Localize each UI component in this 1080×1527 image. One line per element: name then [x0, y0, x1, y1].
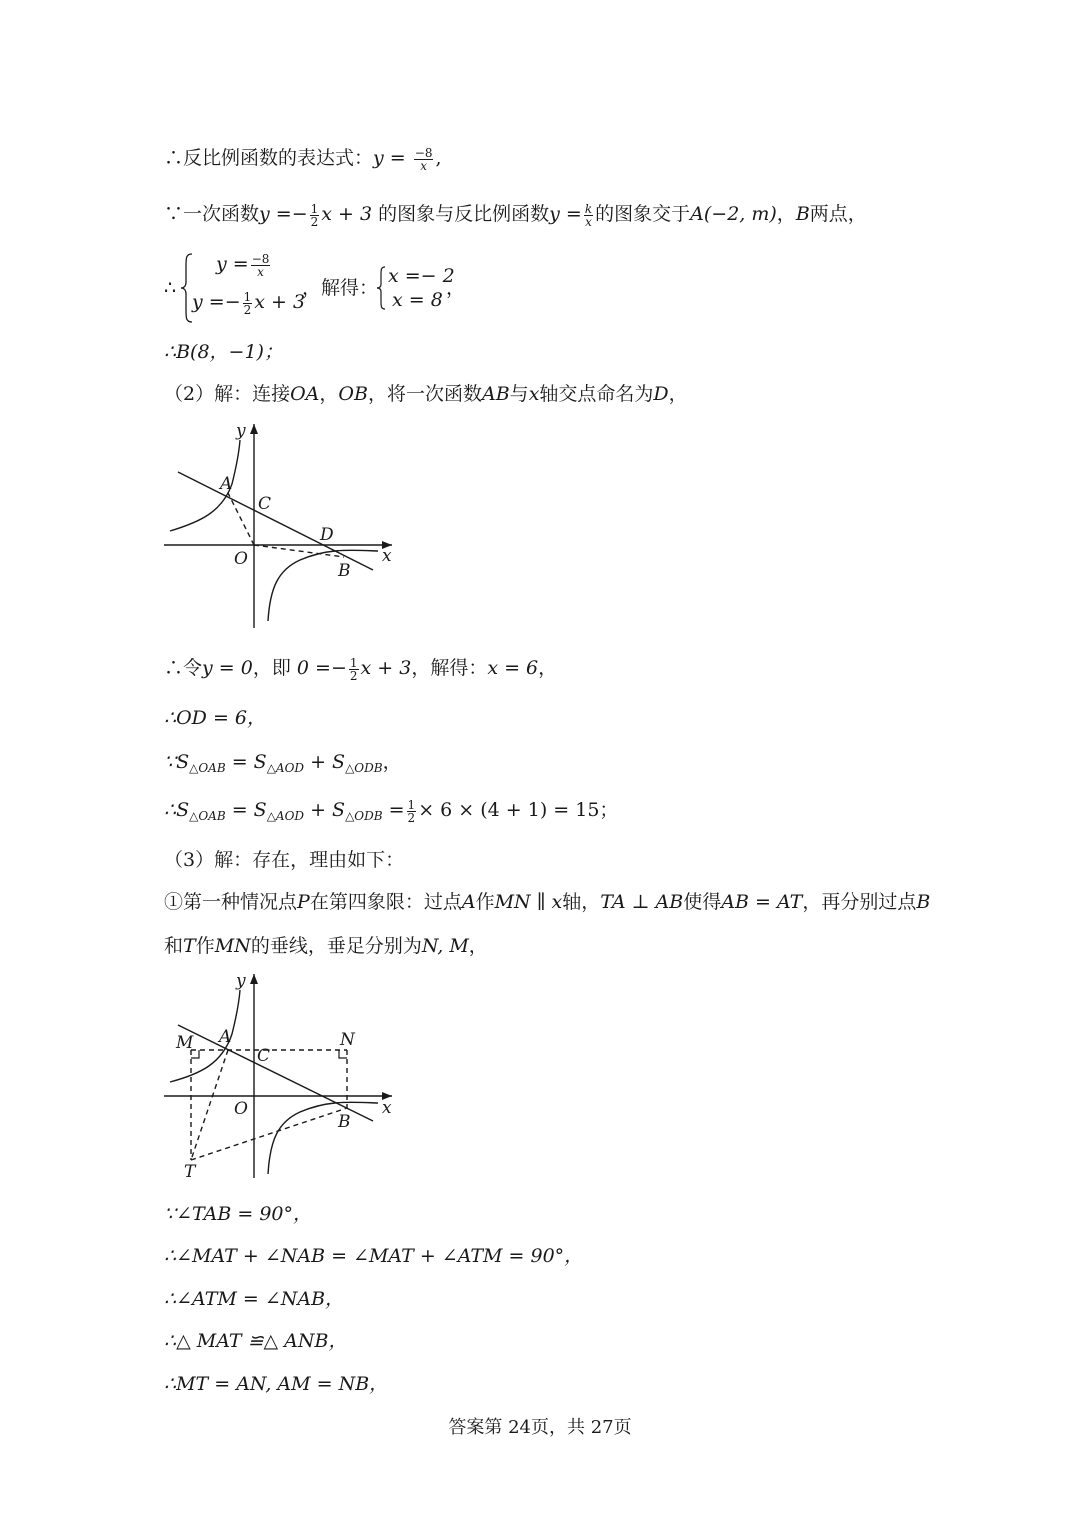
math: y =− — [192, 291, 241, 313]
math: y = — [373, 147, 406, 169]
math: OA — [290, 383, 320, 405]
label-d: D — [320, 525, 334, 545]
fraction — [310, 203, 320, 228]
math: y =− — [259, 203, 308, 225]
label-n: N — [340, 1030, 355, 1050]
text: ， — [668, 383, 688, 405]
label-o: O — [234, 1099, 248, 1119]
numerator: 1 — [310, 201, 319, 216]
denominator: x — [257, 264, 264, 279]
text: 与 — [509, 383, 529, 405]
text-line — [164, 934, 488, 958]
fraction — [407, 799, 417, 824]
math: MN — [214, 935, 251, 957]
text: 轴， — [562, 891, 601, 913]
numerator: 1 — [349, 655, 358, 670]
text: ， — [382, 751, 402, 773]
denominator: 2 — [407, 810, 416, 825]
fraction — [584, 203, 593, 228]
text: 使得 — [683, 891, 722, 913]
math: y = — [216, 253, 249, 275]
fraction — [243, 291, 253, 316]
text: ，将一次函数 — [367, 383, 482, 405]
text-line: ∴∠ATM = ∠NAB， — [164, 1288, 345, 1310]
text: , — [435, 147, 442, 169]
text: ，再分别过点 — [802, 891, 917, 913]
fraction — [414, 147, 434, 172]
text: ∴反比例函数的表达式： — [164, 147, 374, 169]
equation-system — [164, 250, 664, 330]
math: ∴S — [164, 799, 190, 821]
math: ∵S — [164, 751, 190, 773]
math: x + 3 — [254, 291, 306, 313]
subscript: △ODB — [345, 809, 383, 823]
text: 的图象与反比例函数 — [372, 203, 550, 225]
text: 轴交点命名为 — [539, 383, 654, 405]
math: = S — [225, 751, 267, 773]
math: + S — [304, 751, 346, 773]
text-line — [164, 146, 442, 172]
text-line: ∴∠MAT + ∠NAB = ∠MAT + ∠ATM = 90°， — [164, 1245, 584, 1267]
math: AB = AT — [721, 891, 803, 913]
hyperbola-right — [268, 550, 378, 621]
text: 的图象交于 — [595, 203, 691, 225]
segment-at — [191, 1050, 228, 1160]
denominator: 2 — [243, 302, 252, 317]
hyperbola-right — [268, 1102, 378, 1174]
text: ∴令 — [164, 657, 203, 679]
math: x + 3 — [321, 203, 373, 225]
text: 作 — [475, 891, 495, 913]
label-c: C — [257, 1046, 271, 1066]
math: B — [795, 203, 810, 225]
solution-1: x =− 2 — [388, 265, 455, 287]
subscript: △OAB — [189, 809, 226, 823]
text: ， — [468, 935, 488, 957]
label-y: y — [236, 421, 246, 441]
label-c: C — [258, 494, 272, 514]
label-o: O — [234, 549, 248, 569]
label-t: T — [184, 1162, 196, 1182]
line-ab — [178, 472, 373, 570]
text: ，解得： — [411, 657, 488, 679]
math: N, M — [421, 935, 469, 957]
therefore-symbol: ∴ — [164, 277, 177, 299]
numerator: 1 — [407, 797, 416, 812]
equation-2 — [192, 290, 305, 316]
text: 和 — [164, 935, 184, 957]
numerator: k — [584, 201, 593, 216]
text: 作 — [195, 935, 215, 957]
text-line: ∴B(8，−1)； — [164, 341, 283, 363]
label-x: x — [382, 546, 392, 566]
text: ①第一种情况点 — [164, 891, 298, 913]
numerator: 1 — [243, 289, 252, 304]
math: x — [528, 383, 540, 405]
text: 两点， — [809, 203, 867, 225]
text: 在第四象限：过点 — [309, 891, 462, 913]
math: TA ⊥ AB — [600, 891, 684, 913]
label-b: B — [338, 1112, 351, 1132]
numerator: −8 — [414, 145, 433, 160]
denominator: 2 — [310, 214, 319, 229]
text-line — [164, 750, 402, 780]
denominator: x — [585, 214, 592, 229]
math: OB — [338, 383, 368, 405]
math: A — [461, 891, 476, 913]
text: ， — [538, 657, 558, 679]
math: A(−2, m) — [690, 203, 777, 225]
y-arrow — [250, 974, 258, 984]
text: ，即 — [252, 657, 297, 679]
math: = — [382, 799, 405, 821]
text-line: ∴MT = AN, AM = NB， — [164, 1373, 389, 1395]
text: ∵一次函数 — [164, 203, 260, 225]
text-line: （3）解：存在，理由如下： — [164, 849, 405, 871]
subscript: △AOD — [266, 809, 305, 823]
math: D — [653, 383, 669, 405]
math: 0 =− — [296, 657, 347, 679]
subscript: △OAB — [189, 761, 226, 775]
denominator: x — [420, 158, 427, 173]
text-line: ∵∠TAB = 90°， — [164, 1203, 313, 1225]
solution-2: x = 8 — [392, 289, 443, 311]
label-a: A — [219, 1027, 232, 1047]
math: × 6 × (4 + 1) = 15； — [418, 799, 619, 821]
text-line — [164, 890, 930, 914]
fraction — [349, 657, 359, 682]
text-line: ∴OD = 6， — [164, 707, 266, 729]
math: T — [183, 935, 196, 957]
numerator: −8 — [251, 251, 270, 266]
y-arrow — [250, 424, 258, 434]
segment-oa — [228, 493, 254, 545]
math: B — [916, 891, 931, 913]
figure-2 — [160, 968, 400, 1183]
label-a: A — [220, 474, 233, 494]
math: MN ∥ x — [494, 891, 563, 913]
text-line — [164, 656, 557, 682]
denominator: 2 — [349, 668, 358, 683]
text: ， — [446, 277, 466, 299]
text-line — [164, 798, 618, 828]
math: + S — [304, 799, 346, 821]
text-line: ∴△ MAT ≌△ ANB， — [164, 1330, 348, 1352]
math: = S — [225, 799, 267, 821]
subscript: △AOD — [266, 761, 305, 775]
math: P — [297, 891, 310, 913]
subscript: △ODB — [345, 761, 383, 775]
math: AB — [481, 383, 510, 405]
page-footer: 答案第 24页，共 27页 — [448, 1417, 632, 1438]
figure-1 — [160, 418, 400, 633]
label-y: y — [236, 971, 246, 991]
math: x = 6 — [487, 657, 539, 679]
equation-1 — [216, 252, 272, 278]
label-x: x — [382, 1098, 392, 1118]
right-angle-n — [339, 1050, 347, 1058]
fraction — [251, 253, 271, 278]
text-line — [164, 382, 688, 406]
text: 的垂线，垂足分别为 — [250, 935, 422, 957]
text: ，解得： — [302, 277, 379, 299]
text: ， — [776, 203, 796, 225]
label-b: B — [338, 561, 351, 581]
label-m: M — [176, 1033, 194, 1053]
text: （2）解：连接 — [164, 383, 291, 405]
math: y = — [549, 203, 582, 225]
text-line — [164, 202, 867, 228]
text: ， — [319, 383, 339, 405]
math: y = 0 — [202, 657, 253, 679]
math: x + 3 — [360, 657, 412, 679]
solution-brace — [376, 266, 386, 310]
segment-tb — [191, 1108, 347, 1160]
